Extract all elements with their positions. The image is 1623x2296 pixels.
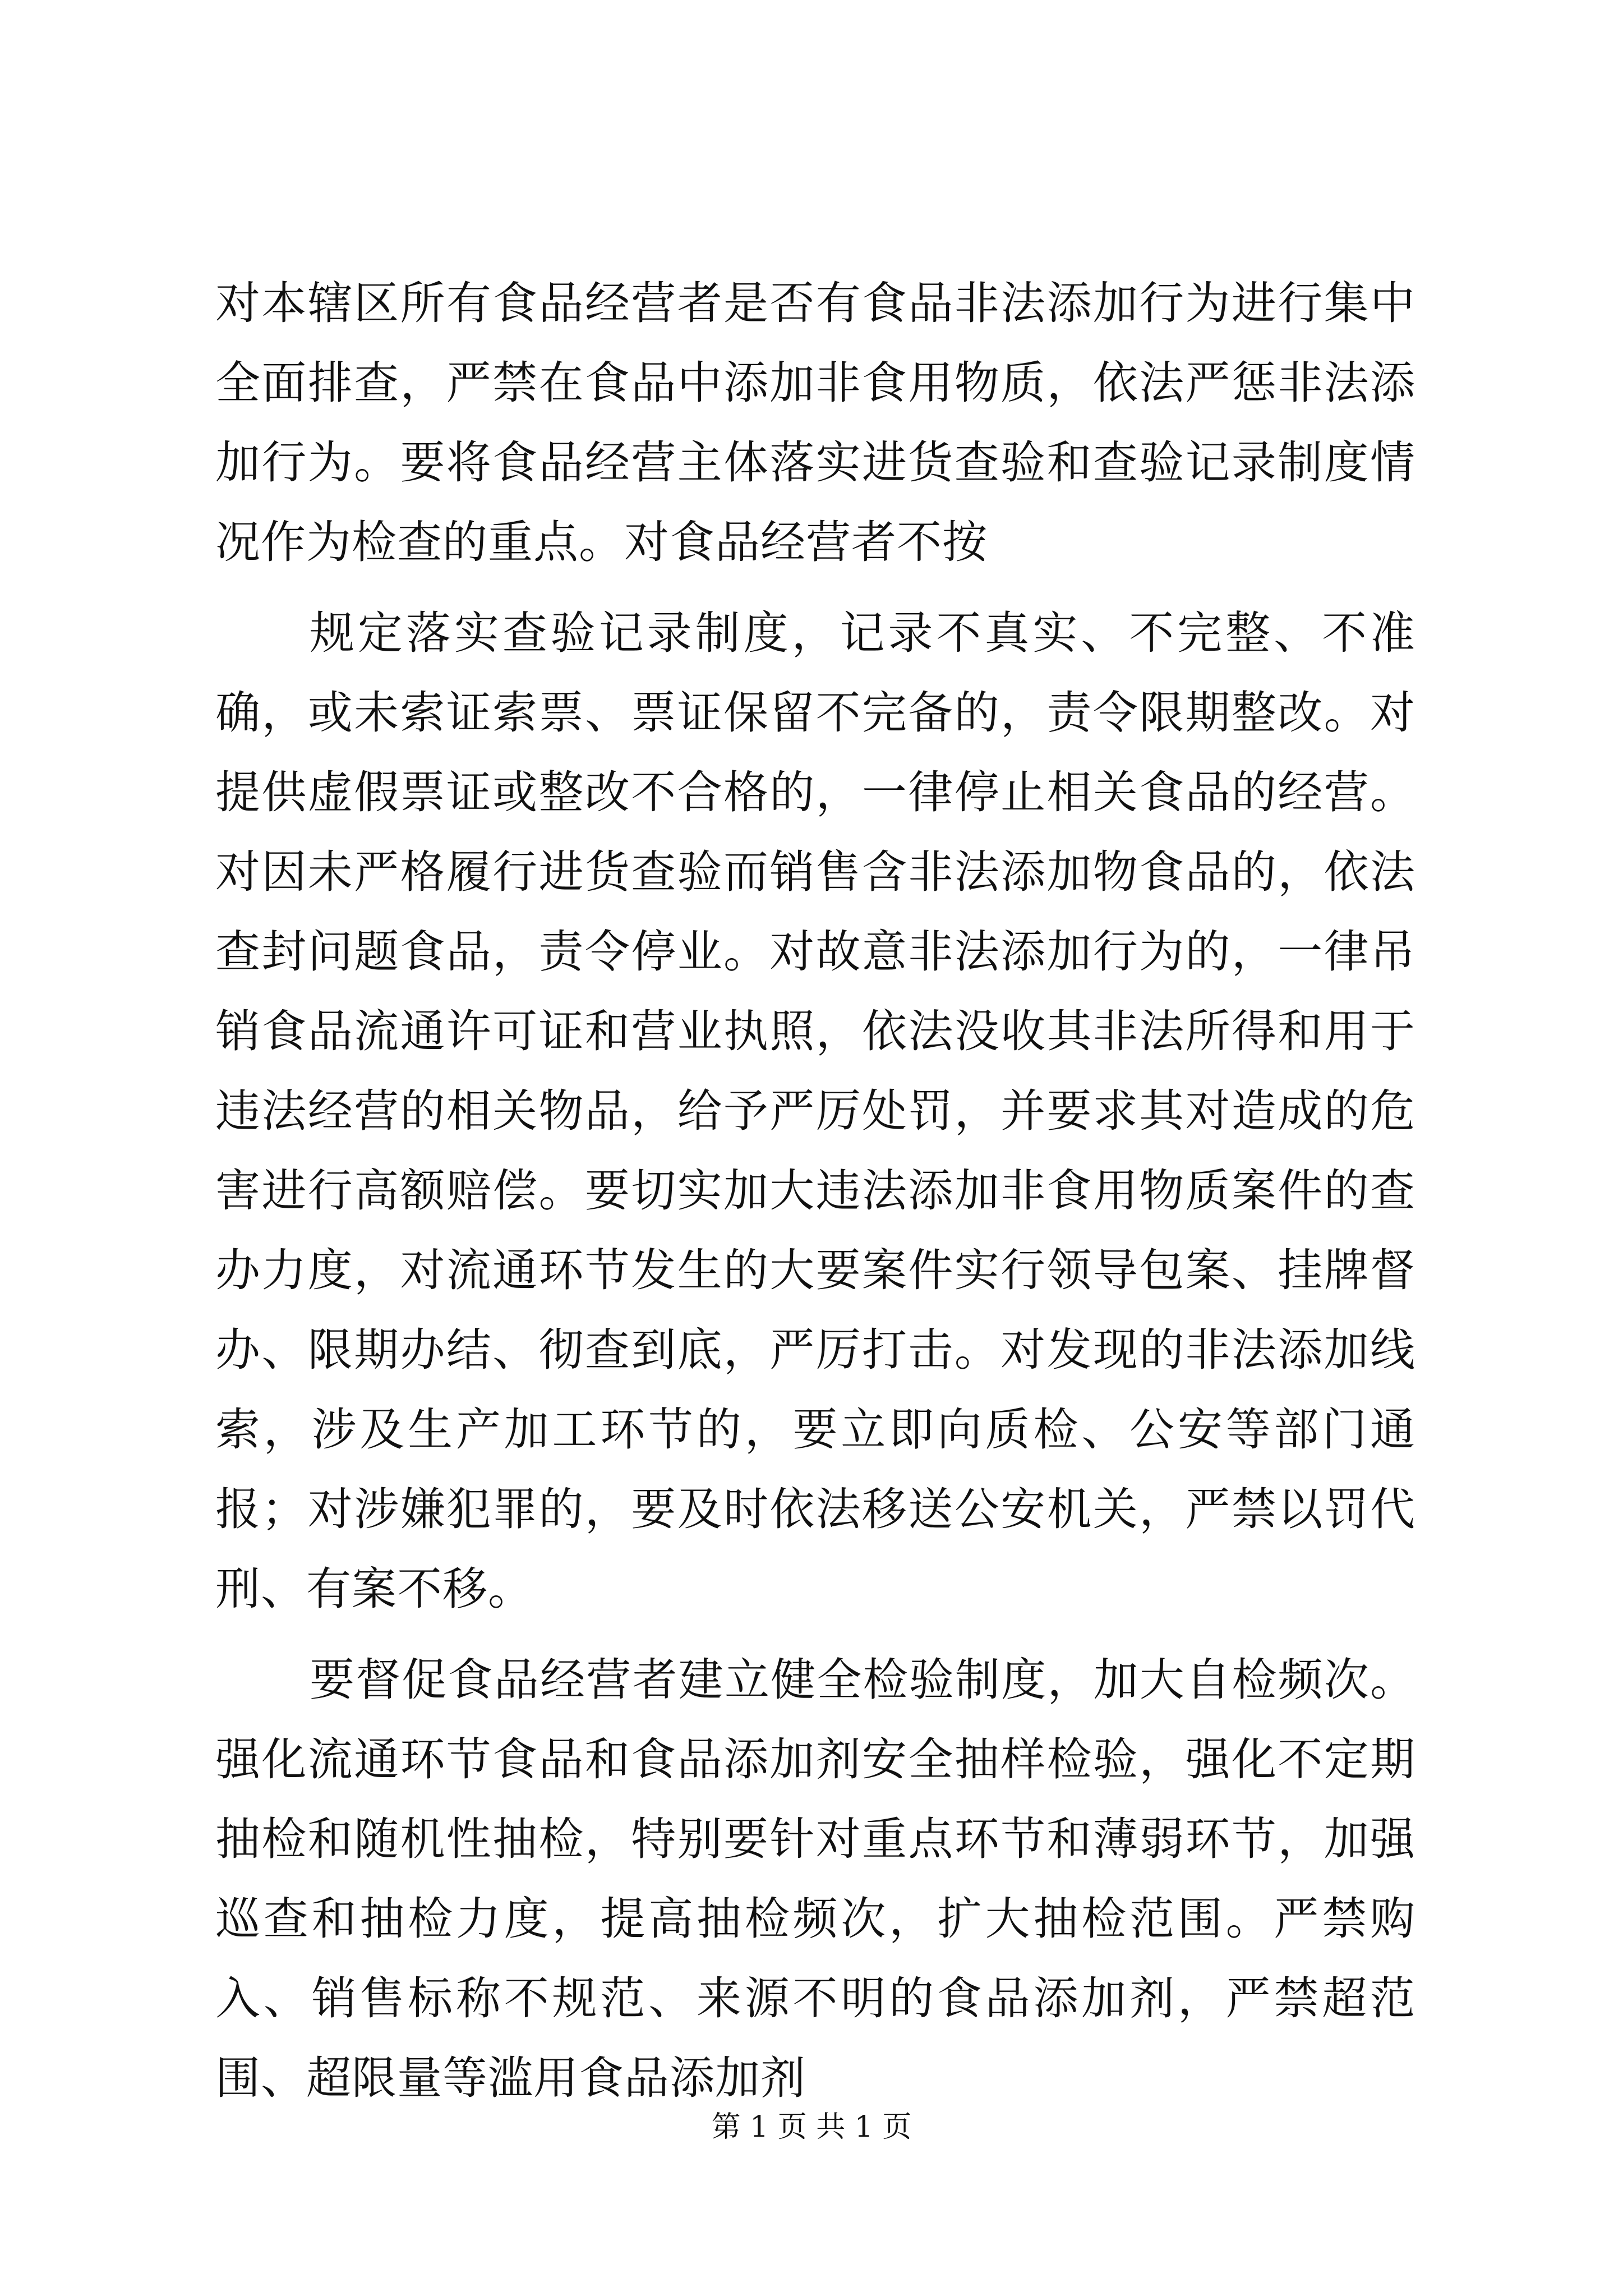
paragraph-3: 要督促食品经营者建立健全检验制度，加大自检频次。强化流通环节食品和食品添加剂安全抽样检验，强化不定期抽检和随机性抽检，特别要针对重点环节和薄弱环节，加强巡查和抽检力度，提高抽检频次，扩大抽检范围。严禁购入、销售标称不规范、来源不明的食品添加剂，严禁超范围、超限量等滥用食品添加剂 [215, 1654, 1415, 2104]
page-number-label: 第 1 页 共 1 页 [711, 2110, 912, 2144]
page-footer [0, 2109, 1623, 2145]
paragraph-2: 规定落实查验记录制度，记录不真实、不完整、不准确，或未索证索票、票证保留不完备的，责令限期整改。对提供虚假票证或整改不合格的，一律停止相关食品的经营。对因未严格履行进货查验而销售含非法添加物食品的，依法查封问题食品，责令停业。对故意非法添加行为的，一律吊销食品流通许可证和营业执照，依法没收其非法所得和用于违法经营的相关物品，给予严厉处罚，并要求其对造成的危害进行高额赔偿。要切实加大违法添加非食用物质案件的查办力度，对流通环节发生的大要案件实行领导包案、挂牌督办、限期办结、彻查到底，严厉打击。对发现的非法添加线索，涉及生产加工环节的，要立即向质检、公安等部门通报；对涉嫌犯罪的，要及时依法移送公安机关，严禁以罚代刑、有案不移。 [215, 607, 1415, 1615]
paragraph-1: 对本辖区所有食品经营者是否有食品非法添加行为进行集中全面排查，严禁在食品中添加非食用物质，依法严惩非法添加行为。要将食品经营主体落实进货查验和查验记录制度情况作为检查的重点。对食品经营者不按 [215, 277, 1415, 568]
document-body [215, 264, 1415, 2118]
